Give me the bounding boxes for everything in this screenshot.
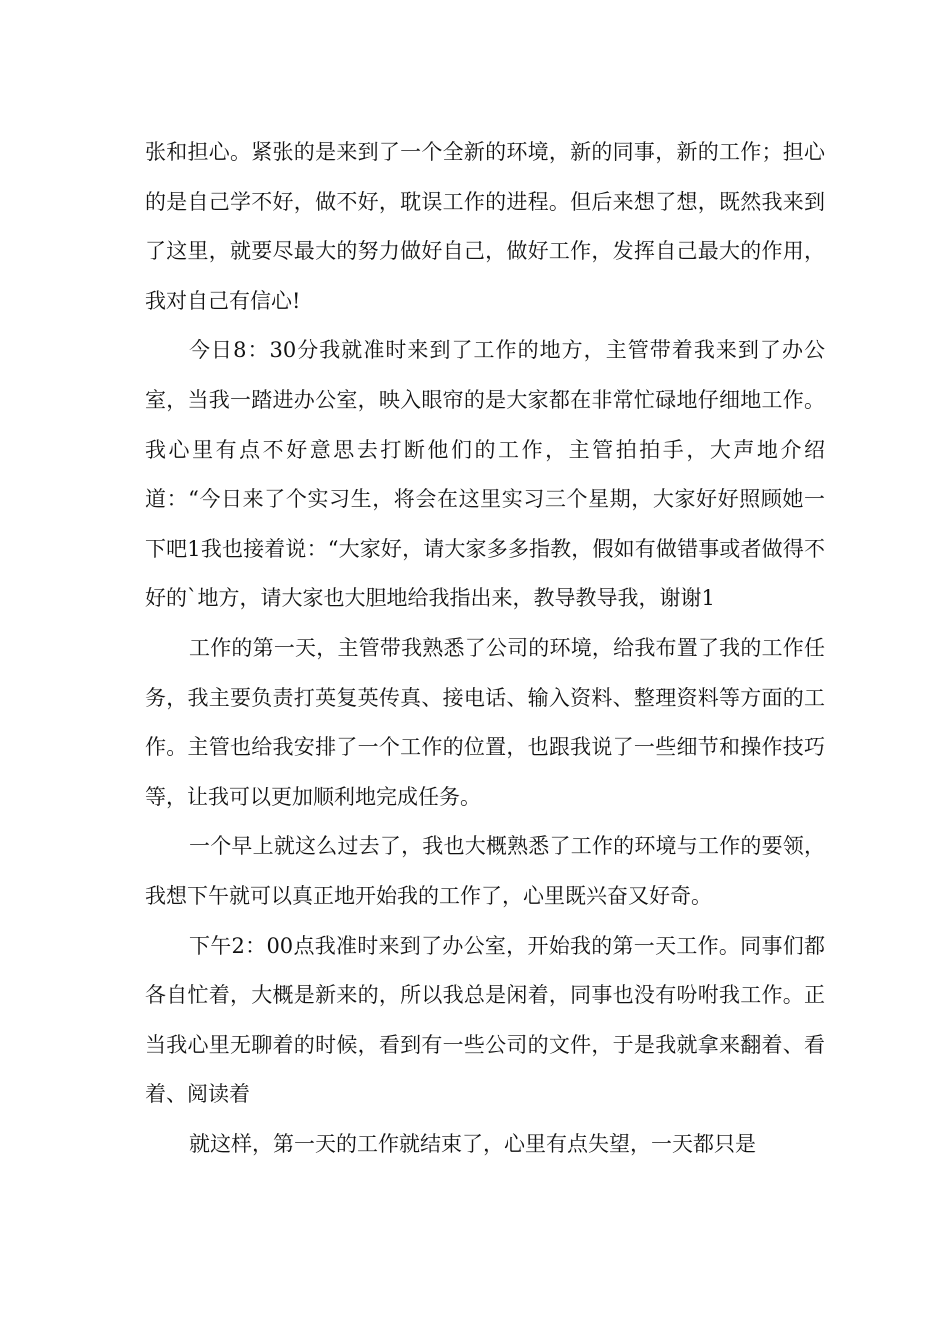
document-body <box>145 128 825 1169</box>
paragraph-arrival: 今日8：30分我就准时来到了工作的地方，主管带着我来到了办公室，当我一踏进办公室，映入眼帘的是大家都在非常忙碌地仔细地工作。我心里有点不好意思去打断他们的工作，主管拍拍手，大声地介绍道：“今日来了个实习生，将会在这里实习三个星期，大家好好照顾她一下吧1我也接着说：“大家好，请大家多多指教，假如有做错事或者做得不好的`地方，请大家也大胆地给我指出来，教导教导我，谢谢1 <box>145 338 825 611</box>
paragraph-continuation: 张和担心。紧张的是来到了一个全新的环境，新的同事，新的工作；担心的是自己学不好，做不好，耽误工作的进程。但后来想了想，既然我来到了这里，就要尽最大的努力做好自己，做好工作，发挥自己最大的作用，我对自己有信心! <box>145 140 825 313</box>
paragraph-morning: 一个早上就这么过去了，我也大概熟悉了工作的环境与工作的要领，我想下午就可以真正地开始我的工作了，心里既兴奋又好奇。 <box>145 834 825 908</box>
paragraph-first-day: 工作的第一天，主管带我熟悉了公司的环境，给我布置了我的工作任务，我主要负责打英复英传真、接电话、输入资料、整理资料等方面的工作。主管也给我安排了一个工作的位置，也跟我说了一些细节和操作技巧等，让我可以更加顺利地完成任务。 <box>145 635 825 809</box>
paragraph-end-of-day: 就这样，第一天的工作就结束了，心里有点失望，一天都只是 <box>189 1131 756 1156</box>
paragraph-afternoon: 下午2：00点我准时来到了办公室，开始我的第一天工作。同事们都各自忙着，大概是新来的，所以我总是闲着，同事也没有吩咐我工作。正当我心里无聊着的时候，看到有一些公司的文件，于是我就拿来翻着、看着、阅读着 <box>145 933 825 1107</box>
